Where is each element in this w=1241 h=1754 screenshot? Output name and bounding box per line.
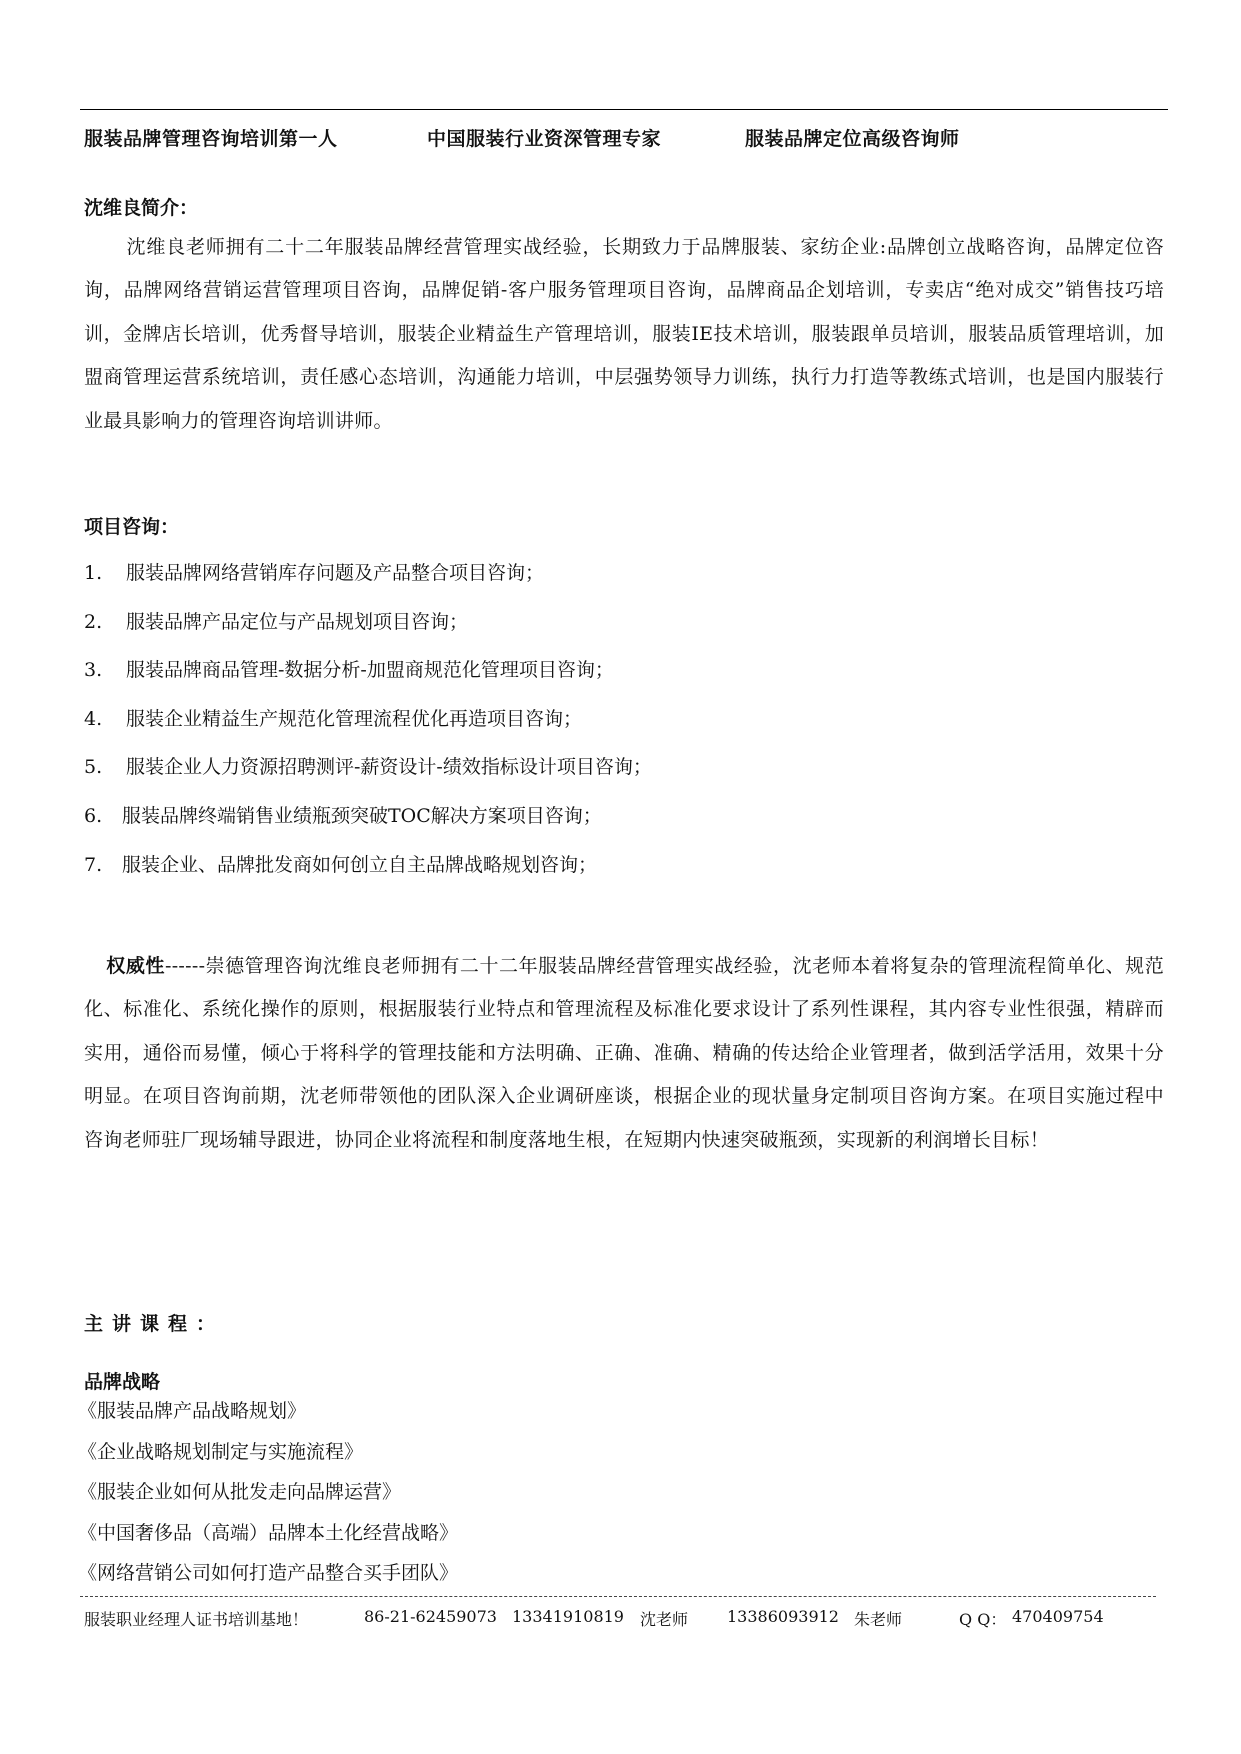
list-item — [84, 850, 1164, 899]
footer-contact-1: 沈老师 — [640, 1610, 689, 1629]
footer-mobile-1: 13341910819 — [512, 1607, 624, 1626]
list-number: 2. — [84, 610, 103, 633]
list-number: 5. — [84, 756, 103, 779]
authority-text: ------崇德管理咨询沈维良老师拥有二十二年服装品牌经营管理实战经验，沈老师本着将复杂的管理流程简单化、规范化、标准化、系统化操作的原则，根据服装行业特点和管理流程及标准化要求设计了系列性课程，其内容专业性很强，精辟而实用，通俗而易懂，倾心于将科学的管理技能和方法明确、正确、准确、精确的传达给企业管理者，做到活学活用，效果十分明显。在项目咨询前期，沈老师带领他的团队深入企业调研座谈，根据企业的现状量身定制项目咨询方案。在项目实施过程中咨询老师驻厂现场辅导跟进，协同企业将流程和制度落地生根，在短期内快速突破瓶颈，实现新的利润增长目标！ — [84, 955, 1164, 1151]
footer-org: 服装职业经理人证书培训基地！ — [84, 1610, 309, 1629]
intro-paragraph — [84, 226, 1164, 443]
header-tagline-1: 服装品牌管理咨询培训第一人 — [84, 128, 338, 150]
list-text: 服装品牌商品管理-数据分析-加盟商规范化管理项目咨询； — [126, 659, 614, 682]
list-text: 服装企业精益生产规范化管理流程优化再造项目咨询； — [126, 707, 583, 730]
intro-text: 沈维良老师拥有二十二年服装品牌经营管理实战经验，长期致力于品牌服装、家纺企业:品牌创立战略咨询，品牌定位咨询，品牌网络营销运营管理项目咨询，品牌促销-客户服务管理项目咨询，品牌商品企划培训，专卖店“绝对成交”销售技巧培训，金牌店长培训，优秀督导培训，服装企业精益生产管理培训，服装IE技术培训，服装跟单员培训，服装品质管理培训，加盟商管理运营系统培训，责任感心态培训，沟通能力培训，中层强势领导力训练，执行力打造等教练式培训，也是国内服装行业最具影响力的管理咨询培训讲师。 — [84, 236, 1164, 432]
courses-title: 主讲课程： — [84, 1313, 225, 1335]
list-number: 1. — [84, 562, 103, 584]
list-number: 3. — [84, 659, 103, 682]
list-item — [84, 558, 1164, 607]
header-tagline-2: 中国服装行业资深管理专家 — [427, 128, 662, 150]
footer-qq-label: Q Q： — [959, 1610, 1007, 1629]
list-text: 服装品牌产品定位与产品规划项目咨询； — [126, 610, 469, 633]
header-tagline-3: 服装品牌定位高级咨询师 — [745, 128, 960, 150]
intro-title: 沈维良简介： — [84, 197, 199, 219]
footer-contact-2: 朱老师 — [854, 1610, 903, 1629]
footer-phone: 86-21-62459073 — [364, 1607, 497, 1626]
list-item — [84, 801, 1164, 850]
list-text: 服装企业人力资源招聘测评-薪资设计-绩效指标设计项目咨询； — [126, 756, 652, 779]
list-text: 服装品牌终端销售业绩瓶颈突破TOC解决方案项目咨询； — [122, 804, 602, 827]
course-item: 《服装企业如何从批发走向品牌运营》 — [78, 1481, 402, 1503]
footer-mobile-2: 13386093912 — [727, 1607, 839, 1626]
course-item: 《中国奢侈品（高端）品牌本土化经营战略》 — [78, 1521, 459, 1544]
course-list — [78, 1396, 458, 1599]
course-item: 《服装品牌产品战略规划》 — [78, 1400, 307, 1422]
projects-title: 项目咨询： — [84, 516, 180, 538]
list-text: 服装品牌网络营销库存问题及产品整合项目咨询； — [126, 562, 545, 584]
list-item — [84, 752, 1164, 801]
course-category: 品牌战略 — [84, 1371, 161, 1393]
course-item: 《网络营销公司如何打造产品整合买手团队》 — [78, 1562, 459, 1584]
course-item: 《企业战略规划制定与实施流程》 — [78, 1440, 364, 1463]
list-item — [84, 607, 1164, 656]
list-text: 服装企业、品牌批发商如何创立自主品牌战略规划咨询； — [122, 853, 598, 876]
authority-label: 权威性 — [106, 955, 165, 977]
list-number: 7. — [84, 853, 103, 876]
list-item — [84, 655, 1164, 704]
footer-qq: 470409754 — [1012, 1607, 1104, 1626]
list-item — [84, 704, 1164, 753]
footer-rule — [80, 1596, 1156, 1597]
list-number: 4. — [84, 707, 103, 730]
list-number: 6. — [84, 804, 103, 827]
header-rule — [80, 109, 1168, 110]
projects-list — [84, 558, 1164, 898]
authority-paragraph — [84, 945, 1164, 1162]
